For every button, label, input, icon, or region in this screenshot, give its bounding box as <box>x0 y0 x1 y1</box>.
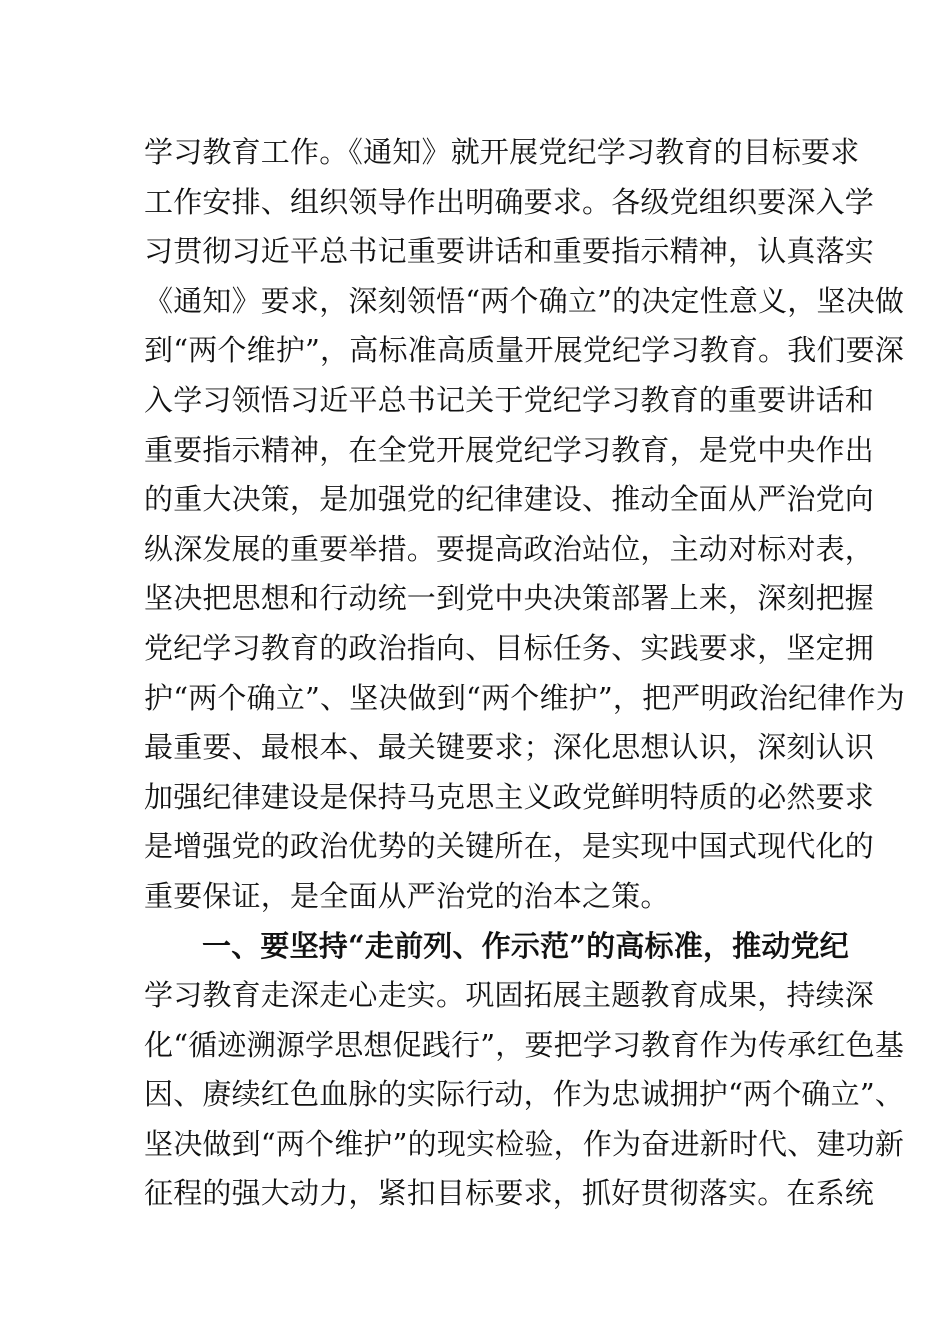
text-line: 最重要、最根本、最关键要求；深化思想认识，深刻认识 <box>144 730 875 765</box>
text-line: 工作安排、组织领导作出明确要求。各级党组织要深入学 <box>144 184 875 219</box>
paragraph-1 <box>144 128 905 922</box>
text-line: 纵深发展的重要举措。要提高政治站位，主动对标对表， <box>144 531 875 566</box>
text-line: 的重大决策，是加强党的纪律建设、推动全面从严治党向 <box>144 482 875 517</box>
text-line: 加强纪律建设是保持马克思主义政党鲜明特质的必然要求 <box>144 779 875 814</box>
text-line: 《通知》要求，深刻领悟“两个确立”的决定性意义，坚决做 <box>144 283 905 318</box>
text-line: 重要保证，是全面从严治党的治本之策。 <box>144 878 670 913</box>
text-line: 入学习领悟习近平总书记关于党纪学习教育的重要讲话和 <box>144 382 875 417</box>
text-line: 重要指示精神，在全党开展党纪学习教育，是党中央作出 <box>144 432 875 467</box>
text-line: 到“两个维护”，高标准高质量开展党纪学习教育。我们要深 <box>144 333 905 368</box>
text-line: 坚决做到“两个维护”的现实检验，作为奋进新时代、建功新 <box>144 1126 905 1161</box>
text-line: 化“循迹溯源学思想促践行”，要把学习教育作为传承红色基 <box>144 1027 905 1062</box>
text-line: 坚决把思想和行动统一到党中央决策部署上来，深刻把握 <box>144 581 875 616</box>
text-line: 护“两个确立”、坚决做到“两个维护”，把严明政治纪律作为 <box>144 680 905 715</box>
text-line: 学习教育走深走心走实。巩固拓展主题教育成果，持续深 <box>144 978 875 1013</box>
section-heading: 一、要坚持“走前列、作示范”的高标准，推动党纪 <box>202 928 849 963</box>
text-line: 党纪学习教育的政治指向、目标任务、实践要求，坚定拥 <box>144 630 875 665</box>
text-line: 因、赓续红色血脉的实际行动，作为忠诚拥护“两个确立”、 <box>144 1077 905 1112</box>
text-line: 学习教育工作。《通知》就开展党纪学习教育的目标要求 <box>144 135 860 169</box>
text-line: 是增强党的政治优势的关键所在，是实现中国式现代化的 <box>144 829 875 864</box>
document-body <box>144 128 905 1219</box>
text-line: 征程的强大动力，紧扣目标要求，抓好贯彻落实。在系统 <box>144 1176 875 1211</box>
text-line: 习贯彻习近平总书记重要讲话和重要指示精神，认真落实 <box>144 234 875 269</box>
paragraph-2 <box>144 922 905 1220</box>
